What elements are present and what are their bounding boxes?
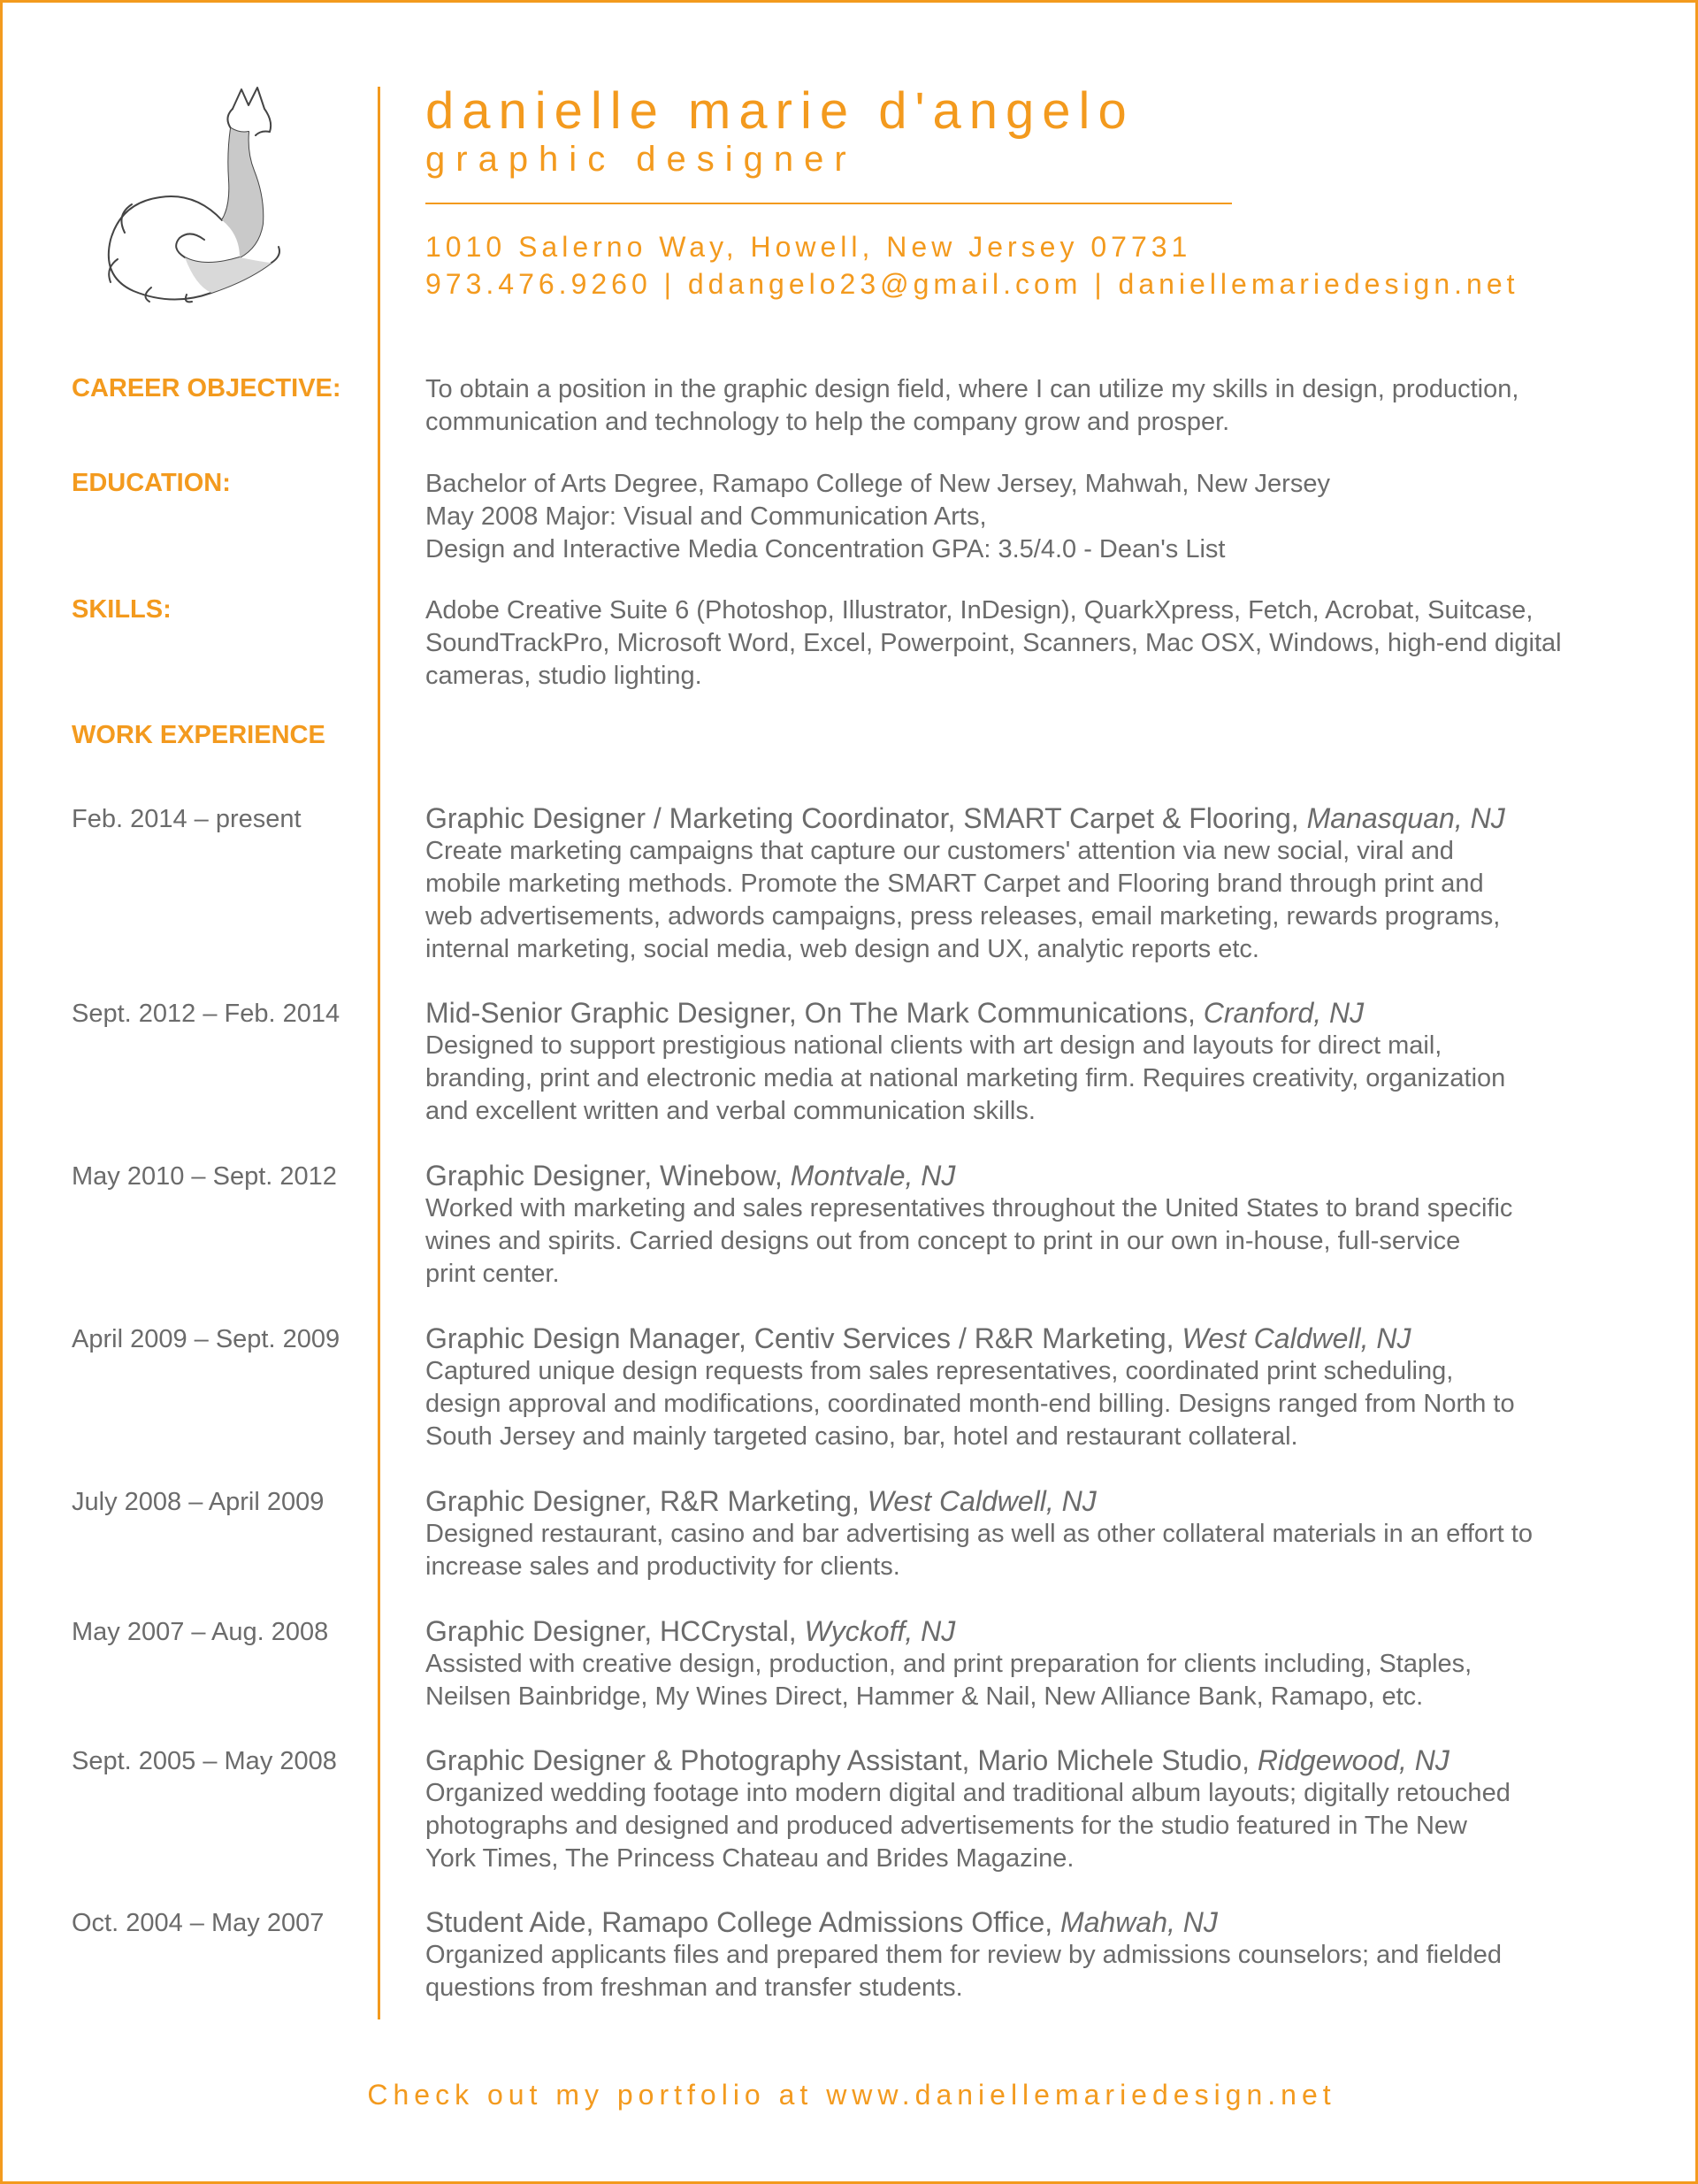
job-line: South Jersey and mainly targeted casino, bar, hotel and restaurant collateral. bbox=[425, 1422, 1298, 1451]
job-description bbox=[425, 1518, 1646, 1583]
job-location: Montvale, NJ bbox=[790, 1160, 956, 1192]
job-line: web advertisements, adwords campaigns, press releases, email marketing, rewards programs, bbox=[425, 902, 1501, 931]
job-location: Ridgewood, NJ bbox=[1257, 1744, 1449, 1776]
job-location: West Caldwell, NJ bbox=[1182, 1322, 1411, 1354]
job-entry bbox=[425, 801, 1646, 966]
job-description bbox=[425, 835, 1646, 966]
job-line: Organized applicants files and prepared them for review by admissions counselors; and fielded bbox=[425, 1941, 1503, 1969]
job-title: Graphic Designer & Photography Assistant, Mario Michele Studio, bbox=[425, 1744, 1251, 1776]
job-dates: May 2010 – Sept. 2012 bbox=[72, 1162, 337, 1191]
applicant-title: graphic designer bbox=[425, 140, 857, 179]
job-line: Organized wedding footage into modern digital and traditional album layouts; digitally retouched bbox=[425, 1779, 1511, 1807]
job-location: Mahwah, NJ bbox=[1060, 1906, 1218, 1938]
job-entry bbox=[425, 1743, 1646, 1875]
objective-line: communication and technology to help the company grow and prosper. bbox=[425, 408, 1230, 436]
job-entry bbox=[425, 1484, 1646, 1583]
job-entry bbox=[425, 996, 1646, 1128]
job-line: questions from freshman and transfer students. bbox=[425, 1973, 963, 2002]
objective-line: To obtain a position in the graphic design field, where I can utilize my skills in design, production, bbox=[425, 375, 1519, 403]
job-line: York Times, The Princess Chateau and Brides Magazine. bbox=[425, 1844, 1075, 1873]
job-entry bbox=[425, 1905, 1646, 2004]
job-line: Designed to support prestigious national clients with art design and layouts for direct mail, bbox=[425, 1031, 1442, 1060]
skills-label: SKILLS: bbox=[72, 595, 172, 624]
job-entry bbox=[425, 1159, 1646, 1291]
education-line: May 2008 Major: Visual and Communication Arts, bbox=[425, 502, 987, 531]
job-title: Graphic Designer / Marketing Coordinator, SMART Carpet & Flooring, bbox=[425, 802, 1299, 834]
skills-line: Adobe Creative Suite 6 (Photoshop, Illustrator, InDesign), QuarkXpress, Fetch, Acrobat, Suitcase, bbox=[425, 596, 1534, 625]
portfolio-link[interactable]: Check out my portfolio at www.daniellemariedesign.net bbox=[367, 2079, 1336, 2111]
address: 1010 Salerno Way, Howell, New Jersey 07731 bbox=[425, 231, 1192, 263]
work-experience-label: WORK EXPERIENCE bbox=[72, 721, 325, 749]
objective-text bbox=[425, 373, 1646, 439]
job-description bbox=[425, 1777, 1646, 1875]
job-location: Cranford, NJ bbox=[1203, 997, 1365, 1029]
education-line: Design and Interactive Media Concentration GPA: 3.5/4.0 - Dean's List bbox=[425, 535, 1226, 563]
job-title: Mid-Senior Graphic Designer, On The Mark Communications, bbox=[425, 997, 1196, 1029]
job-location: Manasquan, NJ bbox=[1306, 802, 1505, 834]
job-dates: Sept. 2012 – Feb. 2014 bbox=[72, 1000, 340, 1028]
job-dates: July 2008 – April 2009 bbox=[72, 1488, 325, 1516]
divider-vertical bbox=[378, 87, 380, 2019]
applicant-name: danielle marie d'angelo bbox=[425, 82, 1135, 140]
job-dates: April 2009 – Sept. 2009 bbox=[72, 1325, 340, 1353]
skills-line: cameras, studio lighting. bbox=[425, 662, 702, 690]
job-line: Designed restaurant, casino and bar advertising as well as other collateral materials in an effort to bbox=[425, 1520, 1533, 1548]
job-location: West Caldwell, NJ bbox=[867, 1485, 1097, 1517]
job-heading bbox=[425, 1905, 1646, 1939]
job-dates: May 2007 – Aug. 2008 bbox=[72, 1618, 329, 1646]
job-line: print center. bbox=[425, 1260, 560, 1288]
education-text bbox=[425, 468, 1646, 566]
job-line: and excellent written and verbal communication skills. bbox=[425, 1097, 1036, 1125]
job-dates: Feb. 2014 – present bbox=[72, 805, 302, 833]
job-heading bbox=[425, 1743, 1646, 1777]
job-heading bbox=[425, 1159, 1646, 1192]
job-title: Graphic Design Manager, Centiv Services / R&R Marketing, bbox=[425, 1322, 1174, 1354]
job-line: Neilsen Bainbridge, My Wines Direct, Hammer & Nail, New Alliance Bank, Ramapo, etc. bbox=[425, 1682, 1424, 1711]
job-title: Graphic Designer, R&R Marketing, bbox=[425, 1485, 860, 1517]
job-heading bbox=[425, 996, 1646, 1030]
job-dates: Sept. 2005 – May 2008 bbox=[72, 1747, 337, 1775]
job-heading bbox=[425, 1484, 1646, 1518]
job-dates: Oct. 2004 – May 2007 bbox=[72, 1909, 325, 1937]
job-line: wines and spirits. Carried designs out from concept to print in our own in-house, full-service bbox=[425, 1227, 1461, 1255]
skills-text bbox=[425, 594, 1646, 693]
job-entry bbox=[425, 1322, 1646, 1453]
job-line: branding, print and electronic media at national marketing firm. Requires creativity, organization bbox=[425, 1064, 1506, 1092]
education-line: Bachelor of Arts Degree, Ramapo College of New Jersey, Mahwah, New Jersey bbox=[425, 470, 1330, 498]
job-description bbox=[425, 1355, 1646, 1453]
job-line: Assisted with creative design, production, and print preparation for clients including, Staples, bbox=[425, 1650, 1472, 1678]
job-description bbox=[425, 1030, 1646, 1128]
job-title: Graphic Designer, Winebow, bbox=[425, 1160, 783, 1192]
job-location: Wyckoff, NJ bbox=[804, 1615, 956, 1647]
education-label: EDUCATION: bbox=[72, 469, 231, 497]
job-description bbox=[425, 1939, 1646, 2004]
job-heading bbox=[425, 801, 1646, 835]
job-heading bbox=[425, 1322, 1646, 1355]
contact-info: 973.476.9260 | ddangelo23@gmail.com | daniellemariedesign.net bbox=[425, 268, 1519, 300]
job-line: Captured unique design requests from sales representatives, coordinated print scheduling, bbox=[425, 1357, 1454, 1385]
skills-line: SoundTrackPro, Microsoft Word, Excel, Powerpoint, Scanners, Mac OSX, Windows, high-end digital bbox=[425, 629, 1562, 657]
divider-horizontal bbox=[425, 203, 1232, 204]
job-line: Worked with marketing and sales representatives throughout the United States to brand specific bbox=[425, 1194, 1513, 1222]
job-description bbox=[425, 1648, 1646, 1713]
job-line: increase sales and productivity for clients. bbox=[425, 1552, 900, 1581]
job-line: internal marketing, social media, web design and UX, analytic reports etc. bbox=[425, 935, 1259, 963]
job-line: Create marketing campaigns that capture our customers' attention via new social, viral and bbox=[425, 837, 1454, 865]
job-entry bbox=[425, 1614, 1646, 1713]
job-title: Graphic Designer, HCCrystal, bbox=[425, 1615, 797, 1647]
job-line: mobile marketing methods. Promote the SMART Carpet and Flooring brand through print and bbox=[425, 870, 1484, 898]
fox-icon bbox=[98, 82, 315, 303]
job-heading bbox=[425, 1614, 1646, 1648]
job-line: photographs and designed and produced advertisements for the studio featured in The New bbox=[425, 1812, 1467, 1840]
job-line: design approval and modifications, coordinated month-end billing. Designs ranged from North to bbox=[425, 1390, 1515, 1418]
objective-label: CAREER OBJECTIVE: bbox=[72, 374, 341, 402]
job-description bbox=[425, 1192, 1646, 1291]
job-title: Student Aide, Ramapo College Admissions Office, bbox=[425, 1906, 1053, 1938]
